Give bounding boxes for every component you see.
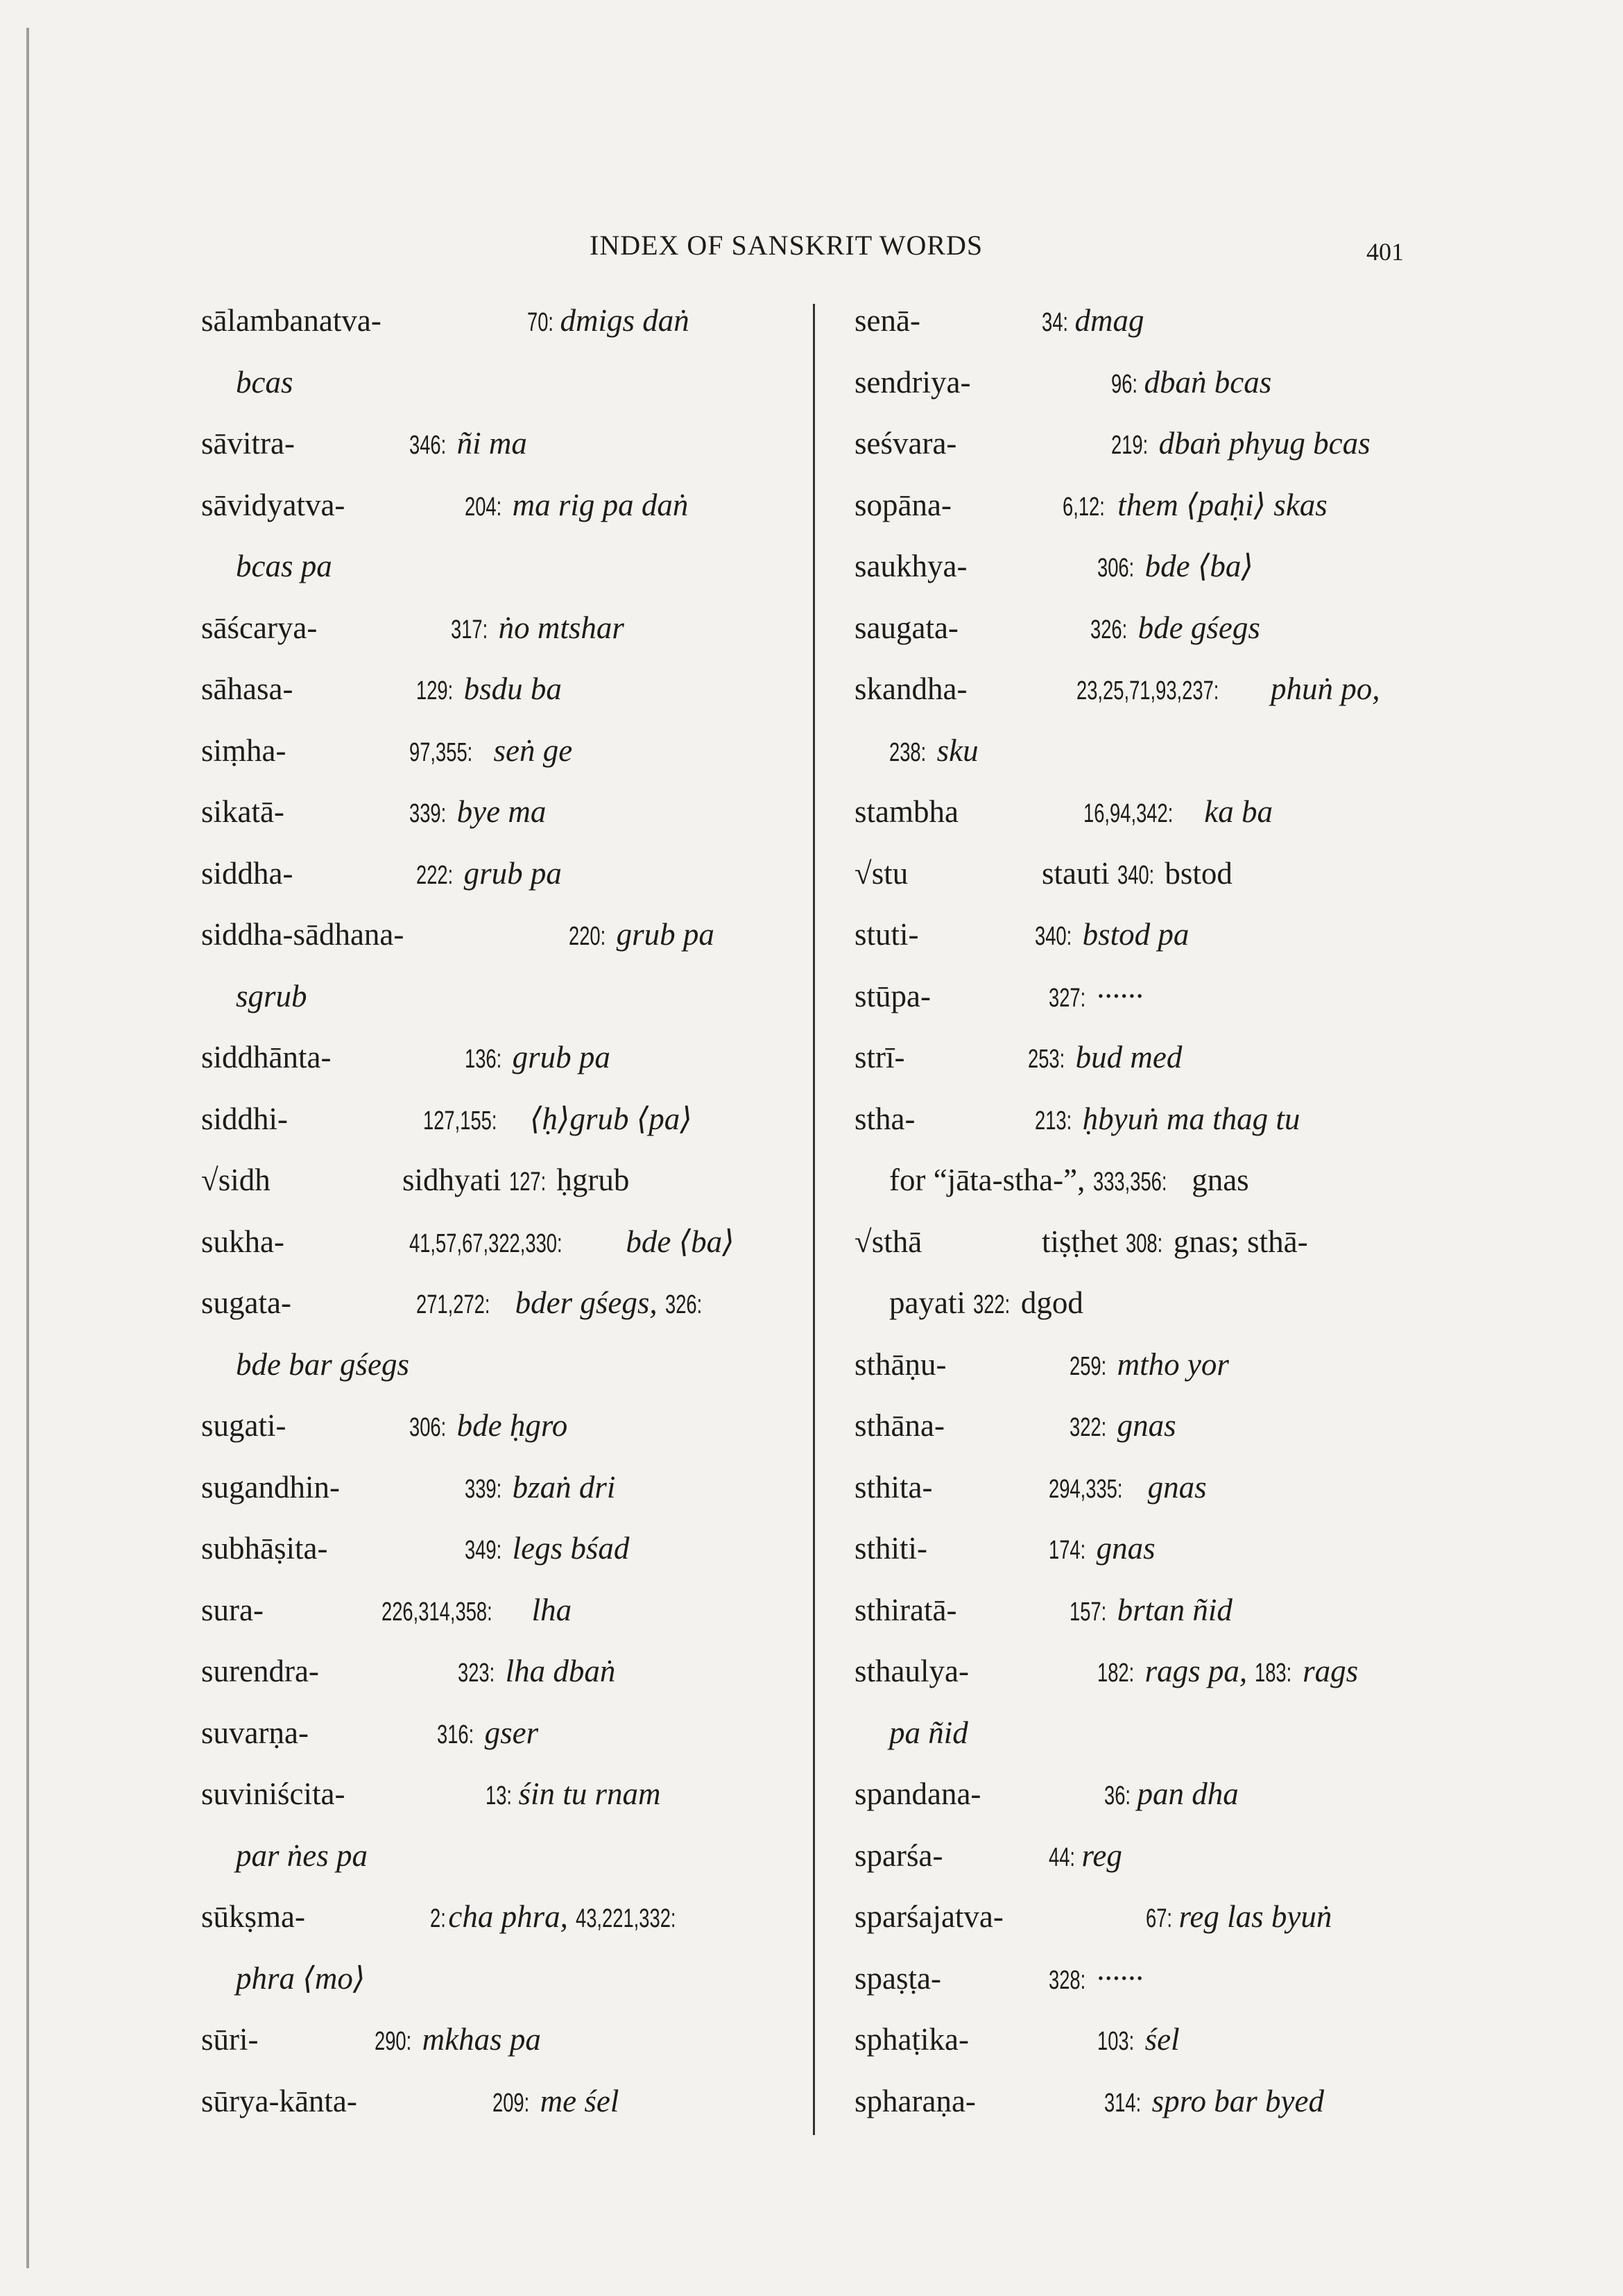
sanskrit-headword: sugandhin- (201, 1469, 340, 1505)
index-entry (855, 781, 1506, 843)
sanskrit-headword: stha- (855, 1101, 916, 1136)
tibetan-equivalent: 219: dbaṅ phyug bcas (1111, 426, 1371, 461)
index-entry (201, 1518, 853, 1579)
left-column (201, 290, 853, 2132)
index-entry (201, 1825, 853, 1887)
tibetan-equivalent: 103: śel (1097, 2022, 1180, 2057)
sanskrit-headword: sthiti- (855, 1531, 928, 1566)
index-entry (855, 1088, 1506, 1150)
sanskrit-headword: surendra- (201, 1654, 319, 1688)
tibetan-equivalent: 306: bde ḥgro (409, 1408, 568, 1443)
sanskrit-headword: siṃha- (201, 733, 286, 768)
tibetan-equivalent: 70: dmigs daṅ (527, 303, 689, 338)
sanskrit-headword: sthāṇu- (855, 1346, 947, 1382)
index-entry (855, 1702, 1506, 1764)
tibetan-equivalent: 6,12: them ⟨paḥi⟩ skas (1063, 487, 1328, 522)
sanskrit-headword: sphaṭika- (855, 2022, 969, 2057)
tibetan-equivalent: 44: reg (1049, 1837, 1122, 1873)
sanskrit-headword: saugata- (855, 610, 959, 645)
sanskrit-headword: sendriya- (855, 364, 971, 400)
continuation-line: for “jāta-stha-”, 333,356: gnas (889, 1163, 1249, 1197)
sanskrit-headword: sukha- (201, 1224, 284, 1259)
tibetan-equivalent: 204: ma rig pa daṅ (465, 487, 689, 522)
index-entry (201, 1640, 853, 1702)
index-entry (855, 1027, 1506, 1088)
tibetan-equivalent: 67: reg las byuṅ (1146, 1899, 1332, 1934)
tibetan-equivalent: sidhyati 127: ḥgrub (402, 1163, 630, 1197)
continuation-line: sgrub (236, 978, 307, 1013)
sanskrit-headword: sikatā- (201, 794, 284, 829)
index-entry (201, 1395, 853, 1457)
index-entry (855, 352, 1506, 413)
index-entry (855, 966, 1506, 1027)
index-entry (201, 1457, 853, 1518)
tibetan-equivalent: 294,335: gnas (1049, 1469, 1207, 1505)
index-entry (855, 1334, 1506, 1396)
binding-edge (26, 28, 29, 2268)
index-entry (855, 2071, 1506, 2132)
tibetan-equivalent: 328: ······ (1049, 1960, 1144, 1996)
tibetan-equivalent: 316: gser (437, 1715, 539, 1750)
index-entry (855, 1886, 1506, 1948)
index-entry (201, 1702, 853, 1764)
sanskrit-headword: sparśajatva- (855, 1899, 1004, 1934)
sanskrit-headword: sthiratā- (855, 1592, 957, 1627)
tibetan-equivalent: tiṣṭhet 308: gnas; sthā- (1042, 1224, 1308, 1259)
sanskrit-headword: √sidh (201, 1163, 270, 1197)
continuation-line: bcas (236, 364, 293, 400)
index-entry (855, 2009, 1506, 2071)
sanskrit-headword: spandana- (855, 1776, 981, 1811)
index-entry (201, 2071, 853, 2132)
index-entry (855, 1272, 1506, 1334)
sanskrit-headword: suvarṇa- (201, 1715, 309, 1750)
sanskrit-headword: sāvitra- (201, 426, 295, 461)
right-column (855, 290, 1506, 2132)
sanskrit-headword: sthāna- (855, 1408, 945, 1443)
sanskrit-headword: sthita- (855, 1469, 933, 1505)
sanskrit-headword: sugati- (201, 1408, 286, 1443)
sanskrit-headword: sūri- (201, 2022, 259, 2057)
sanskrit-headword: sura- (201, 1592, 264, 1627)
tibetan-equivalent: 346: ñi ma (409, 426, 527, 461)
continuation-line: par ṅes pa (236, 1837, 368, 1873)
tibetan-equivalent: 327: ······ (1049, 978, 1144, 1013)
tibetan-equivalent: 253: bud med (1028, 1040, 1183, 1074)
sanskrit-headword: sūrya-kānta- (201, 2083, 357, 2118)
sanskrit-headword: stambha (855, 794, 959, 829)
sanskrit-headword: strī- (855, 1040, 905, 1074)
tibetan-equivalent: 41,57,67,322,330: bde ⟨ba⟩ (409, 1224, 735, 1259)
tibetan-equivalent: 127,155: ⟨ḥ⟩grub ⟨pa⟩ (423, 1101, 692, 1136)
tibetan-equivalent: 322: gnas (1070, 1408, 1176, 1443)
sanskrit-headword: siddhānta- (201, 1040, 332, 1074)
tibetan-equivalent: 16,94,342: ka ba (1083, 794, 1273, 829)
sanskrit-headword: stūpa- (855, 978, 931, 1013)
sanskrit-headword: √sthā (855, 1224, 922, 1259)
page-header: INDEX OF SANSKRIT WORDS (590, 230, 984, 261)
index-entry (201, 781, 853, 843)
sanskrit-headword: sopāna- (855, 487, 952, 522)
index-entry (855, 597, 1506, 659)
continuation-line: bcas pa (236, 549, 332, 583)
tibetan-equivalent: 23,25,71,93,237: phuṅ po, (1076, 671, 1380, 706)
tibetan-equivalent: stauti 340: bstod (1042, 855, 1233, 891)
index-entry (855, 720, 1506, 782)
sanskrit-headword: sthaulya- (855, 1654, 969, 1688)
tibetan-equivalent: 259: mtho yor (1070, 1346, 1229, 1382)
index-entry (201, 597, 853, 659)
sanskrit-headword: √stu (855, 855, 909, 891)
index-entry (201, 413, 853, 474)
index-entry (855, 658, 1506, 720)
tibetan-equivalent: 157: brtan ñid (1070, 1592, 1233, 1627)
index-entry (201, 720, 853, 782)
index-entry (855, 1640, 1506, 1702)
index-entry (855, 1518, 1506, 1579)
index-entry (855, 536, 1506, 597)
index-entry (201, 1763, 853, 1825)
index-entry (201, 966, 853, 1027)
tibetan-equivalent: 314: spro bar byed (1104, 2083, 1324, 2118)
tibetan-equivalent: 271,272: bder gśegs, 326: (416, 1285, 703, 1320)
index-entry (201, 290, 853, 352)
sanskrit-headword: sālambanatva- (201, 303, 381, 338)
index-entry (855, 1457, 1506, 1518)
sanskrit-headword: sugata- (201, 1285, 291, 1320)
tibetan-equivalent: 339: bzaṅ dri (465, 1469, 616, 1505)
index-entry (201, 536, 853, 597)
tibetan-equivalent: 129: bsdu ba (416, 671, 562, 706)
index-entry (201, 1334, 853, 1396)
sanskrit-headword: sāhasa- (201, 671, 293, 706)
index-entry (855, 413, 1506, 474)
continuation-line: phra ⟨mo⟩ (236, 1960, 366, 1996)
tibetan-equivalent: 226,314,358: lha (381, 1592, 572, 1627)
tibetan-equivalent: 2:cha phra, 43,221,332: (430, 1899, 676, 1934)
index-entry (855, 290, 1506, 352)
sanskrit-headword: sparśa- (855, 1837, 943, 1873)
index-entry (855, 1149, 1506, 1211)
index-entry (201, 658, 853, 720)
sanskrit-headword: saukhya- (855, 549, 968, 583)
sanskrit-headword: senā- (855, 303, 920, 338)
tibetan-equivalent: 339: bye ma (409, 794, 547, 829)
page-number: 401 (1366, 238, 1404, 266)
index-entry (855, 1763, 1506, 1825)
sanskrit-headword: stuti- (855, 917, 919, 952)
tibetan-equivalent: 174: gnas (1049, 1531, 1156, 1566)
tibetan-equivalent: 290: mkhas pa (375, 2022, 541, 2057)
sanskrit-headword: sāścarya- (201, 610, 318, 645)
tibetan-equivalent: 326: bde gśegs (1090, 610, 1260, 645)
index-entry (201, 1579, 853, 1641)
tibetan-equivalent: 136: grub pa (465, 1040, 610, 1074)
tibetan-equivalent: 97,355: seṅ ge (409, 733, 573, 768)
tibetan-equivalent: 220: grub pa (569, 917, 714, 952)
sanskrit-headword: spharaṇa- (855, 2083, 976, 2118)
index-entry (201, 1948, 853, 2010)
index-entry (201, 1149, 853, 1211)
tibetan-equivalent: 34: dmag (1042, 303, 1144, 338)
continuation-line: 238: sku (889, 733, 979, 768)
tibetan-equivalent: 182: rags pa, 183: rags (1097, 1654, 1359, 1688)
sanskrit-headword: seśvara- (855, 426, 957, 461)
index-entry (201, 1211, 853, 1273)
index-entry (855, 843, 1506, 905)
index-entry (855, 1211, 1506, 1273)
tibetan-equivalent: 323: lha dbaṅ (458, 1654, 616, 1688)
sanskrit-headword: sūkṣma- (201, 1899, 305, 1934)
sanskrit-headword: subhāṣita- (201, 1531, 328, 1566)
tibetan-equivalent: 209: me śel (492, 2083, 619, 2118)
sanskrit-headword: sāvidyatva- (201, 487, 345, 522)
tibetan-equivalent: 222: grub pa (416, 855, 562, 891)
sanskrit-headword: suviniścita- (201, 1776, 345, 1811)
sanskrit-headword: skandha- (855, 671, 968, 706)
index-entry (855, 1579, 1506, 1641)
tibetan-equivalent: 349: legs bśad (465, 1531, 630, 1566)
index-entry (201, 1027, 853, 1088)
continuation-line: pa ñid (889, 1715, 968, 1750)
sanskrit-headword: siddhi- (201, 1101, 289, 1136)
index-entry (201, 474, 853, 536)
index-entry (201, 904, 853, 966)
tibetan-equivalent: 13: śin tu rnam (486, 1776, 661, 1811)
index-entry (201, 352, 853, 413)
index-entry (201, 1088, 853, 1150)
index-entry (201, 1886, 853, 1948)
index-entry (201, 2009, 853, 2071)
tibetan-equivalent: 306: bde ⟨ba⟩ (1097, 549, 1253, 583)
tibetan-equivalent: 36: pan dha (1104, 1776, 1239, 1811)
tibetan-equivalent: 213: ḥbyuṅ ma thag tu (1035, 1101, 1300, 1136)
index-entry (201, 843, 853, 905)
index-entry (201, 1272, 853, 1334)
sanskrit-headword: siddha- (201, 855, 293, 891)
continuation-line: payati 322: dgod (889, 1285, 1083, 1320)
index-entry (855, 904, 1506, 966)
index-entry (855, 1948, 1506, 2010)
tibetan-equivalent: 317: ṅo mtshar (451, 610, 624, 645)
index-entry (855, 1395, 1506, 1457)
sanskrit-headword: spaṣṭa- (855, 1960, 941, 1996)
tibetan-equivalent: 340: bstod pa (1035, 917, 1190, 952)
index-entry (855, 474, 1506, 536)
index-entry (855, 1825, 1506, 1887)
tibetan-equivalent: 96: dbaṅ bcas (1111, 364, 1272, 400)
continuation-line: bde bar gśegs (236, 1346, 409, 1382)
sanskrit-headword: siddha-sādhana- (201, 917, 404, 952)
